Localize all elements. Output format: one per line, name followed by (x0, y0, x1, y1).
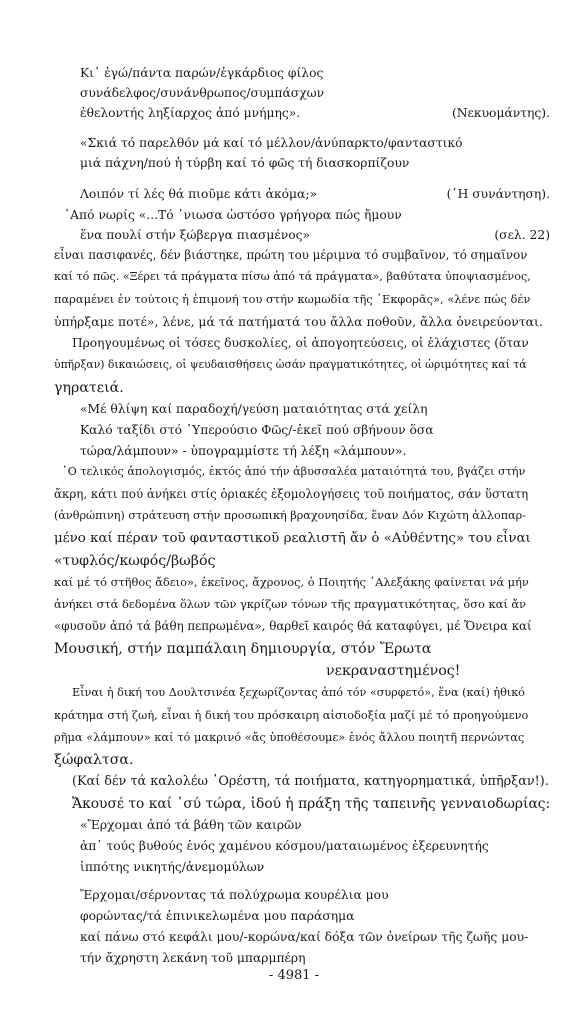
body-line (54, 708, 532, 722)
poem-line: καί πάνω στό κεφάλι μου/-κορώνα/καί δόξα τῶν ὀνείρων τῆς ζωῆς μου- (80, 930, 529, 944)
body-line: «τυφλός/κωφός/βωβός (54, 553, 216, 569)
body-line: νεκραναστημένος! (326, 663, 461, 679)
body-line: Ἄκουσέ το καί ᾿σύ τώρα, ἰδού ἡ πράξη τῆς ταπεινῆς γενναιοδωρίας: (72, 796, 551, 812)
body-line: Μουσική, στήν παμπάλαιη δημιουργία, στόν Ἔρωτα (54, 641, 432, 657)
poem-line: «Μέ θλίψη καί παραδοχή/γεύση ματαιότητας στά χείλη (80, 402, 428, 416)
body-line (54, 575, 532, 589)
body-line (54, 730, 532, 744)
body-line: γηρατειά. (54, 380, 124, 396)
body-line (72, 336, 532, 350)
poem-line: ἕνα πουλί στήν ξώβεργα πιασμένος» (80, 228, 311, 242)
poem-line: ἱππότης νικητής/ἀνεμομύλων (80, 860, 265, 874)
body-line (54, 531, 532, 546)
poem-line: μιά πάχνη/πού ἡ τύρβη καί τό φῶς τή διασκορπίζουν (80, 156, 410, 170)
poem-line: «Ἔρχομαι ἀπό τά βάθη τῶν καιρῶν (80, 818, 302, 832)
poem-line: «Σκιά τό παρελθόν μά καί τό μέλλον/ἀνύπαρκτο/φανταστικό (80, 136, 463, 150)
body-line (54, 292, 532, 306)
poem-line: Λοιπόν τί λές θά πιοῦμε κάτι ἀκόμα;» (80, 187, 318, 201)
body-text: Προηγουμένως οἱ τόσες δυσκολίες, οἱ ἀπογοητεύσεις, οἱ ἐλάχιστες (ὅταν (72, 336, 529, 350)
body-text: καί τό πῶς. «Ξέρει τά πράγματα πίσω ἀπό τά πράγματα», βαθύτατα ὑποψιασμένος, (54, 270, 531, 283)
body-text: εἶναι πασιφανές, δέν βιάστηκε, πρώτη του μέριμνα τό συμβαῖνον, τό σημαῖνον (54, 248, 528, 262)
poem-line: Καλό ταξίδι στό ῾Υπερούσιο Φῶς/-ἐκεῖ πού σβήνουν ὅσα (80, 423, 434, 437)
body-text: ῾Ο τελικός ἀπολογισμός, ἐκτός ἀπό τήν ἀβυσσαλέα ματαιότητά του, βγάζει στήν (62, 465, 526, 478)
citation: (σελ. 22) (494, 228, 550, 242)
body-line (54, 619, 532, 633)
body-line (72, 686, 532, 699)
poem-line: ᾿Από νωρίς «...Τό ᾿νιωσα ὡστόσο γρήγορα πώς ἤμουν (64, 208, 402, 222)
body-line (62, 465, 532, 478)
body-text: (ἀνθρώπινη) στράτευση στήν προσωπική βραχονησίδα, ἕναν Δόν Κιχώτη ἀλλοπαρ- (54, 509, 527, 522)
body-text: ἄκρη, κάτι πού ἀνήκει στίς ὁριακές ἐξομολογήσεις τοῦ ποιήματος, σάν ὕστατη (54, 487, 529, 501)
body-text: καί μέ τό στῆθος ἄδειο», ἐκεῖνος, ἄχρονος, ὁ Ποιητής ᾿Αλεξάκης φαίνεται νά μήν (54, 575, 529, 589)
poem-line: συνάδελφος/συνάνθρωπος/συμπάσχων (80, 86, 325, 100)
body-text: ρῆμα «λάμπουν» καί τό μακρινό «ἄς ὑποθέσουμε» ἑνός ἄλλου ποιητῆ περνώντας (54, 730, 525, 744)
body-line (54, 487, 532, 501)
citation: (῾Η συνάντηση). (446, 187, 550, 201)
poem-line: Κι᾿ ἐγώ/πάντα παρών/ἐγκάρδιος φίλος (80, 66, 324, 80)
poem-line: τώρα/λάμπουν» - ὑπογραμμίστε τή λέξη «λάμπουν». (80, 444, 407, 458)
poem-line: Ἔρχομαι/σέρνοντας τά πολύχρωμα κουρέλια μου (80, 888, 389, 902)
body-text: κράτημα στή ζωή, εἶναι ἡ δική του πρόσκαιρη αἰσιοδοξία μαζί μέ τό προηγούμενο (54, 708, 529, 722)
body-text: ὑπῆρξαν) δικαιώσεις, οἱ ψευδαισθήσεις ὡσάν πραγματικότητες, οἱ ὡριμότητες καί τά (54, 358, 527, 371)
body-text: ἀνήκει στά δεδομένα ὅλων τῶν γκρίζων τόνων τῆς πραγματικότητας, ὅσο καί ἄν (54, 597, 527, 611)
poem-line: ἐθελοντής ληξίαρχος ἀπό μνήμης». (80, 106, 301, 120)
page-number: - 4981 - (268, 968, 320, 983)
citation: (Νεκυομάντης). (451, 106, 550, 120)
body-text: Εἶναι ἡ δική του Δουλτσινέα ξεχωρίζοντας ἀπό τόν «συρφετό», ἕνα (καί) ἠθικό (72, 686, 525, 699)
body-line (54, 248, 532, 262)
body-line (54, 358, 532, 371)
body-text: παραμένει ἐν τούτοις ἡ ἐπιμονή του στήν κωμωδία τῆς ᾿Εκφορᾶς», «λένε πώς δέν (54, 292, 531, 306)
body-line (54, 597, 532, 611)
poem-line: ἀπ᾿ τούς βυθούς ἑνός χαμένου κόσμου/ματαιωμένος ἐξερευνητής (80, 839, 489, 853)
body-line: (Καί δέν τά καλολέω ᾿Ορέστη, τά ποιήματα, κατηγορηματικά, ὑπῆρξαν!). (72, 774, 549, 789)
body-line: ὑπήρξαμε ποτέ», λένε, μά τά πατήματά του ἄλλα ποθοῦν, ἄλλα ὀνειρεύονται. (54, 314, 543, 329)
poem-line: φορώντας/τά ἐπινικελωμένα μου παράσημα (80, 909, 355, 923)
poem-line: τήν ἄχρηστη λεκάνη τοῦ μπαρμπέρη (80, 951, 306, 965)
body-text: «φυσοῦν ἀπό τά βάθη πεπρωμένα», θαρθεῖ καιρός θά καταφύγει, μέ Ὄνειρα καί (54, 619, 532, 633)
body-line (54, 270, 532, 283)
body-text: μένο καί πέραν τοῦ φανταστικοῦ ρεαλιστῆ ἄν ὁ «Αὐθέντης» του εἶναι (54, 531, 531, 546)
body-line (54, 509, 532, 522)
body-line: ξώφαλτσα. (54, 752, 134, 768)
